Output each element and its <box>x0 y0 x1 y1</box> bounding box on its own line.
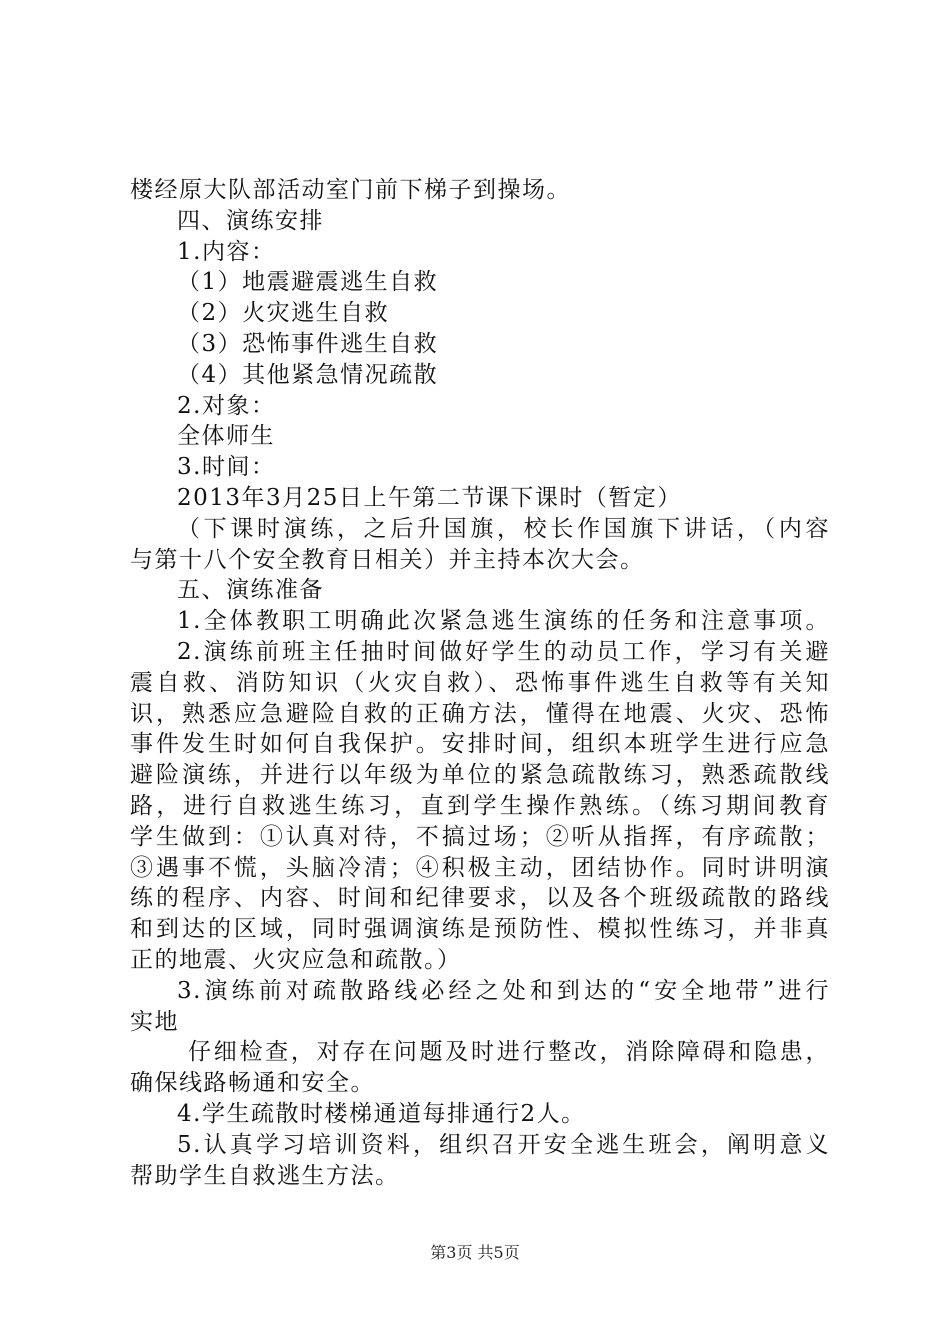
text-line: 3.演练前对疏散路线必经之处和到达的“安全地带”进行 <box>177 977 830 1004</box>
text-line: 避险演练，并进行以年级为单位的紧急疏散练习，熟悉疏散线 <box>130 762 830 789</box>
text-line: 仔细检查，对存在问题及时进行整改，消除障碍和隐患， <box>188 1039 830 1066</box>
text-line: 帮助学生自救逃生方法。 <box>130 1162 400 1189</box>
text-line: 2.对象： <box>177 392 276 419</box>
text-line: 学生做到：①认真对待，不搞过场；②听从指挥，有序疏散； <box>130 823 830 850</box>
text-line: 与第十八个安全教育日相关）并主持本次大会。 <box>130 546 645 573</box>
text-line: 正的地震、火灾应急和疏散。） <box>130 946 462 973</box>
text-line: 四、演练安排 <box>177 207 324 234</box>
text-line: 识，熟悉应急避险自救的正确方法，懂得在地震、火灾、恐怖 <box>130 700 830 727</box>
page-footer: 第3页 共5页 <box>430 1243 520 1262</box>
text-line: ③遇事不慌，头脑冷清；④积极主动，团结协作。同时讲明演 <box>130 854 830 881</box>
text-line: （3）恐怖事件逃生自救 <box>177 330 439 357</box>
text-line: 1.内容： <box>177 238 276 265</box>
text-line: 4.学生疏散时楼梯通道每排通行2人。 <box>177 1100 586 1127</box>
text-line: 路，进行自救逃生练习，直到学生操作熟练。（练习期间教育 <box>130 792 830 819</box>
text-line: 2.演练前班主任抽时间做好学生的动员工作，学习有关避 <box>177 638 830 665</box>
text-line: 五、演练准备 <box>177 577 324 604</box>
text-line: （1）地震避震逃生自救 <box>177 269 439 296</box>
text-line: 实地 <box>130 1008 179 1035</box>
document-body <box>130 175 830 1191</box>
text-line: 1.全体教职工明确此次紧急逃生演练的任务和注意事项。 <box>177 608 830 635</box>
text-line: 确保线路畅通和安全。 <box>130 1070 375 1097</box>
text-line: 3.时间： <box>177 454 276 481</box>
text-line: 练的程序、内容、时间和纪律要求，以及各个班级疏散的路线 <box>130 885 830 912</box>
text-line: 2013年3月25日上午第二节课下课时（暂定） <box>177 484 682 511</box>
text-line: 事件发生时如何自我保护。安排时间，组织本班学生进行应急 <box>130 731 830 758</box>
text-line: 震自救、消防知识（火灾自救）、恐怖事件逃生自救等有关知 <box>130 669 830 696</box>
text-line: （下课时演练，之后升国旗，校长作国旗下讲话，（内容 <box>177 515 830 542</box>
text-line: 楼经原大队部活动室门前下梯子到操场。 <box>130 177 571 203</box>
text-line: 和到达的区域，同时强调演练是预防性、模拟性练习，并非真 <box>130 916 830 943</box>
text-line: 全体师生 <box>177 423 275 450</box>
text-line: （4）其他紧急情况疏散 <box>177 361 439 388</box>
text-line: 5.认真学习培训资料，组织召开安全逃生班会，阐明意义 <box>177 1131 830 1158</box>
text-line: （2）火灾逃生自救 <box>177 300 390 327</box>
